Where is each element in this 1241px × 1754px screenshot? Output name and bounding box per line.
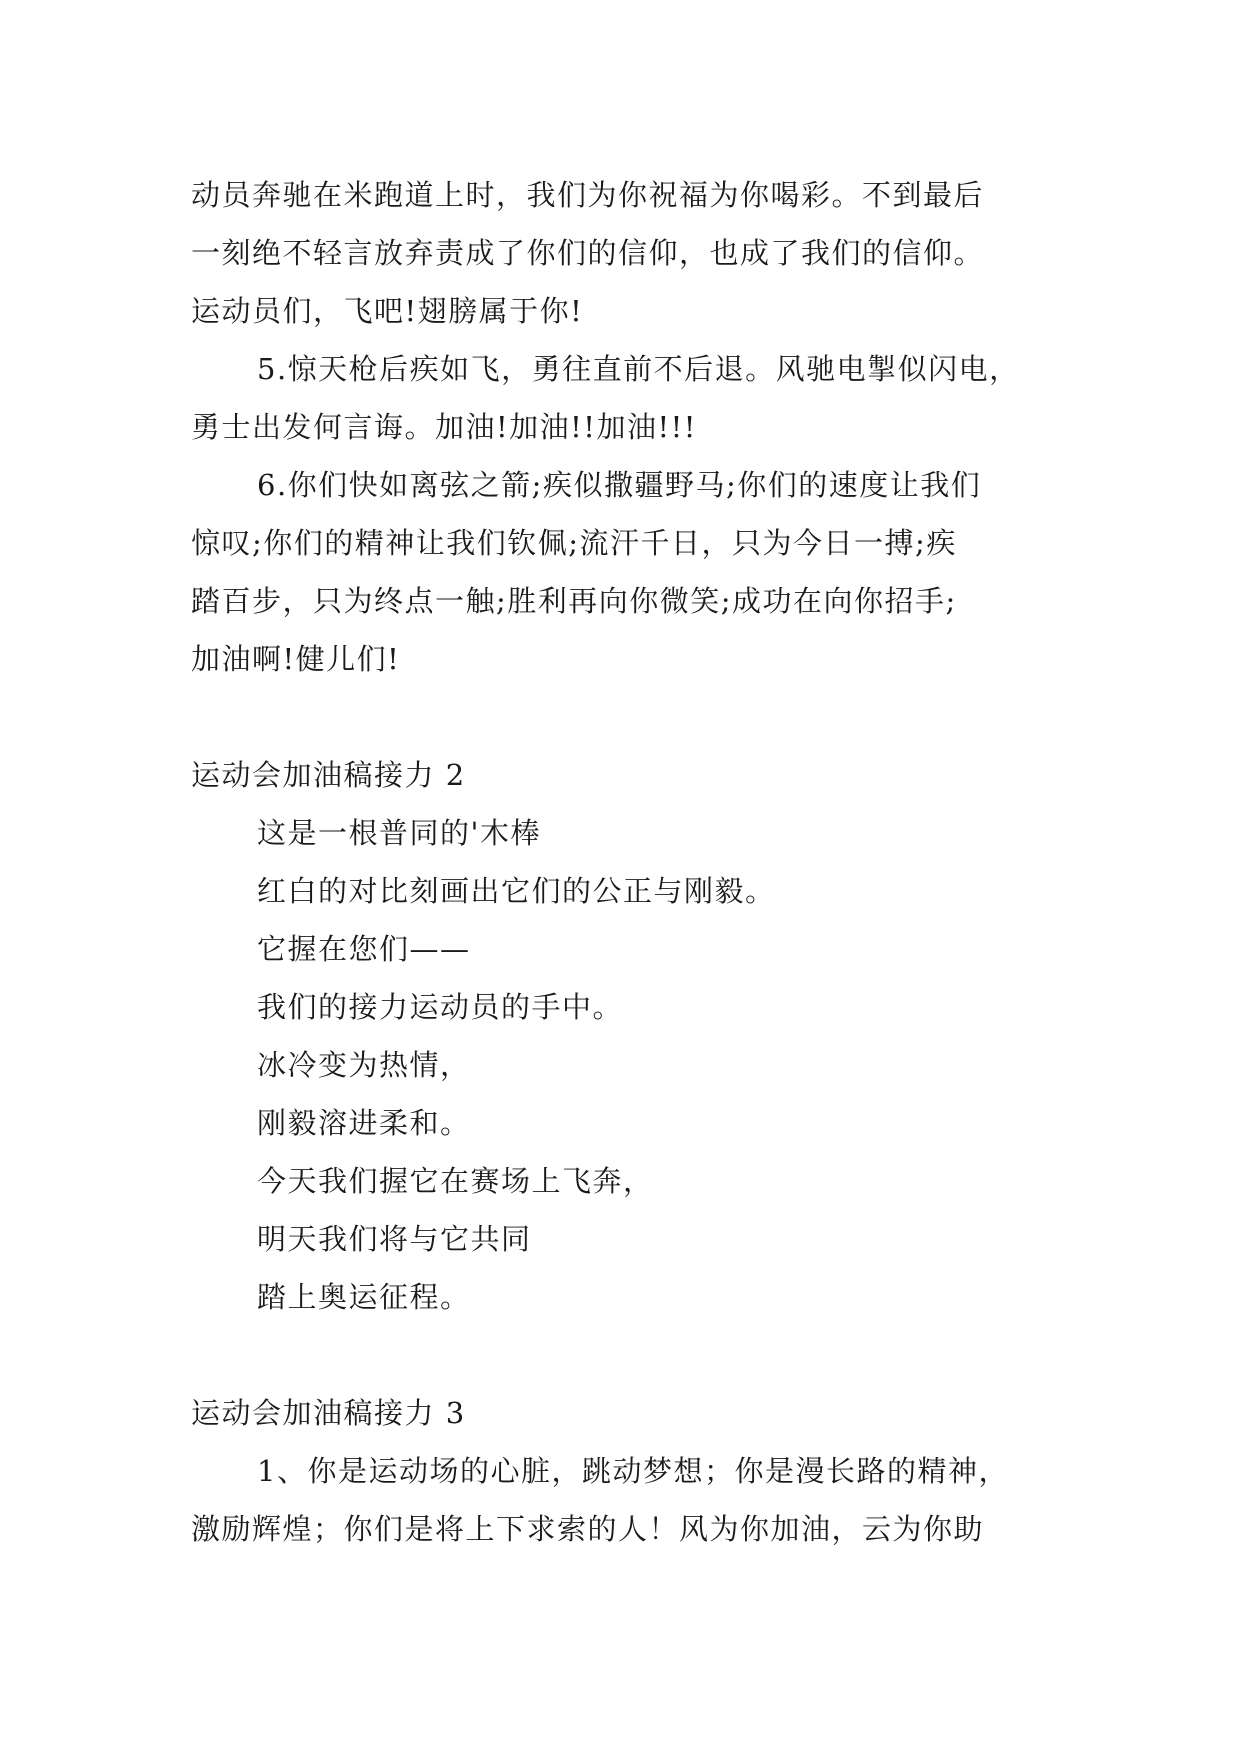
text-line: 6.你们快如离弦之箭;疾似撒疆野马;你们的速度让我们 [257, 468, 982, 502]
text-line: 激励辉煌；你们是将上下求索的人！风为你加油，云为你助 [191, 1512, 985, 1546]
text-line: 一刻绝不轻言放弃责成了你们的信仰，也成了我们的信仰。 [191, 236, 985, 270]
poem-line: 今天我们握它在赛场上飞奔， [257, 1164, 654, 1198]
poem-line: 我们的接力运动员的手中。 [257, 990, 624, 1024]
text-line: 5.惊天枪后疾如飞，勇往直前不后退。风驰电掣似闪电， [257, 352, 1020, 386]
section-heading: 运动会加油稿接力 3 [191, 1396, 466, 1430]
text-line: 1、你是运动场的心脏，跳动梦想；你是漫长路的精神， [257, 1454, 1009, 1488]
paragraph [191, 456, 1071, 688]
poem-line: 冰冷变为热情， [257, 1048, 471, 1082]
text-line: 动员奔驰在米跑道上时，我们为你祝福为你喝彩。不到最后 [191, 178, 985, 212]
poem-line: 它握在您们—— [257, 932, 471, 966]
section-spacer [191, 1326, 1071, 1384]
text-line: 惊叹;你们的精神让我们钦佩;流汗千日，只为今日一搏;疾 [191, 526, 957, 560]
paragraph [191, 1442, 1071, 1558]
section-spacer [191, 688, 1071, 746]
poem-line: 明天我们将与它共同 [257, 1222, 532, 1256]
paragraph [191, 166, 1071, 340]
poem-line: 这是一根普同的'木棒 [257, 816, 541, 850]
text-line: 踏百步，只为终点一触;胜利再向你微笑;成功在向你招手; [191, 584, 957, 618]
text-line: 运动员们，飞吧!翅膀属于你! [191, 294, 584, 328]
poem-line: 刚毅溶进柔和。 [257, 1106, 471, 1140]
section-heading: 运动会加油稿接力 2 [191, 758, 466, 792]
document-body [191, 166, 1071, 1558]
poem [191, 804, 1071, 1326]
text-line: 加油啊!健儿们! [191, 642, 401, 676]
poem-line: 踏上奥运征程。 [257, 1280, 471, 1314]
text-line: 勇士出发何言诲。加油!加油!!加油!!! [191, 410, 697, 444]
paragraph [191, 340, 1071, 456]
poem-line: 红白的对比刻画出它们的公正与刚毅。 [257, 874, 776, 908]
